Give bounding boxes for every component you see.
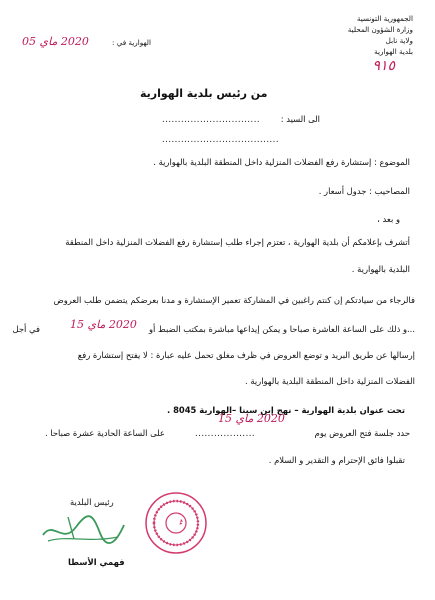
signature-scribble [38,505,128,550]
signature-name: فهمي الأسطا [68,557,125,567]
header-line-4: بلدية الهوارية [374,47,413,56]
opening-session-a: حدد جلسة فتح العروض يوم [314,428,410,438]
date-handwritten: 2020 ماي 05 [22,35,89,48]
place-date-label: الهوارية في : [112,38,151,47]
deadline-handwritten: 2020 ماي 15 [70,318,137,331]
paragraph-2-line-1: فالرجاء من سيادتكم إن كنتم راغبين في المشاركة تعمير الإستشارة و مدنا بعرضكم يتضمن طلب العروض [53,295,415,305]
paragraph-2-line-4: الفضلات المنزلية داخل المنطقة البلدية بالهوارية . [245,376,415,386]
header-line-1: الجمهورية التونسية [356,14,413,23]
paragraph-1-line-1: أتشرف بإعلامكم أن بلدية الهوارية ، تعتزم إجراء طلب إستشارة رفع الفضلات المنزلية داخل المنطقة [65,237,410,247]
attachment-line: المصاحيب : جدول أسعار . [318,186,410,196]
opening-date-handwritten: 2020 ماي 15 [218,412,285,425]
header-line-3: ولاية نابل [385,36,413,45]
address-line: تحت عنوان بلدية الهوارية – نهج إبن سينا –الهوارية 8045 . [166,405,405,415]
official-stamp [143,490,209,556]
signature-title: رئيس البلدية [70,497,114,507]
paragraph-2-line-2-a: في أجل [12,324,40,334]
closing-line: تقبلوا فائق الإحترام و التقدير و السلام . [268,455,405,465]
paragraph-2-line-3: إرسالها عن طريق البريد و توضع العروض في ظرف مغلق تحمل عليه عبارة : لا يفتح إستشارة رفع [77,350,415,360]
recipient-dots: ............................... [162,114,261,124]
paragraph-1-line-2: البلدية بالهوارية . [351,264,410,274]
greeting: و بعد ، [377,214,400,224]
opening-session-dots: ................... [195,428,256,438]
recipient-dots-2: ..................................... [162,134,280,144]
letter-from: من رئيس بلدية الهوارية [140,87,268,100]
header-line-2: وزارة الشؤون المحلية [347,25,413,34]
paragraph-2-line-2-b: ...و ذلك على الساعة العاشرة صباحا و يمكن إيداعها مباشرة بمكتب الضبط أو [148,324,415,334]
opening-session-b: على الساعة الحادية عشرة صباحا . [45,428,165,438]
recipient-label: الى السيد : [280,114,320,124]
reference-number: ٩١٥ [372,58,395,74]
subject-line: الموضوع : إستشارة رفع الفضلات المنزلية داخل المنطقة البلدية بالهوارية . [153,157,410,167]
